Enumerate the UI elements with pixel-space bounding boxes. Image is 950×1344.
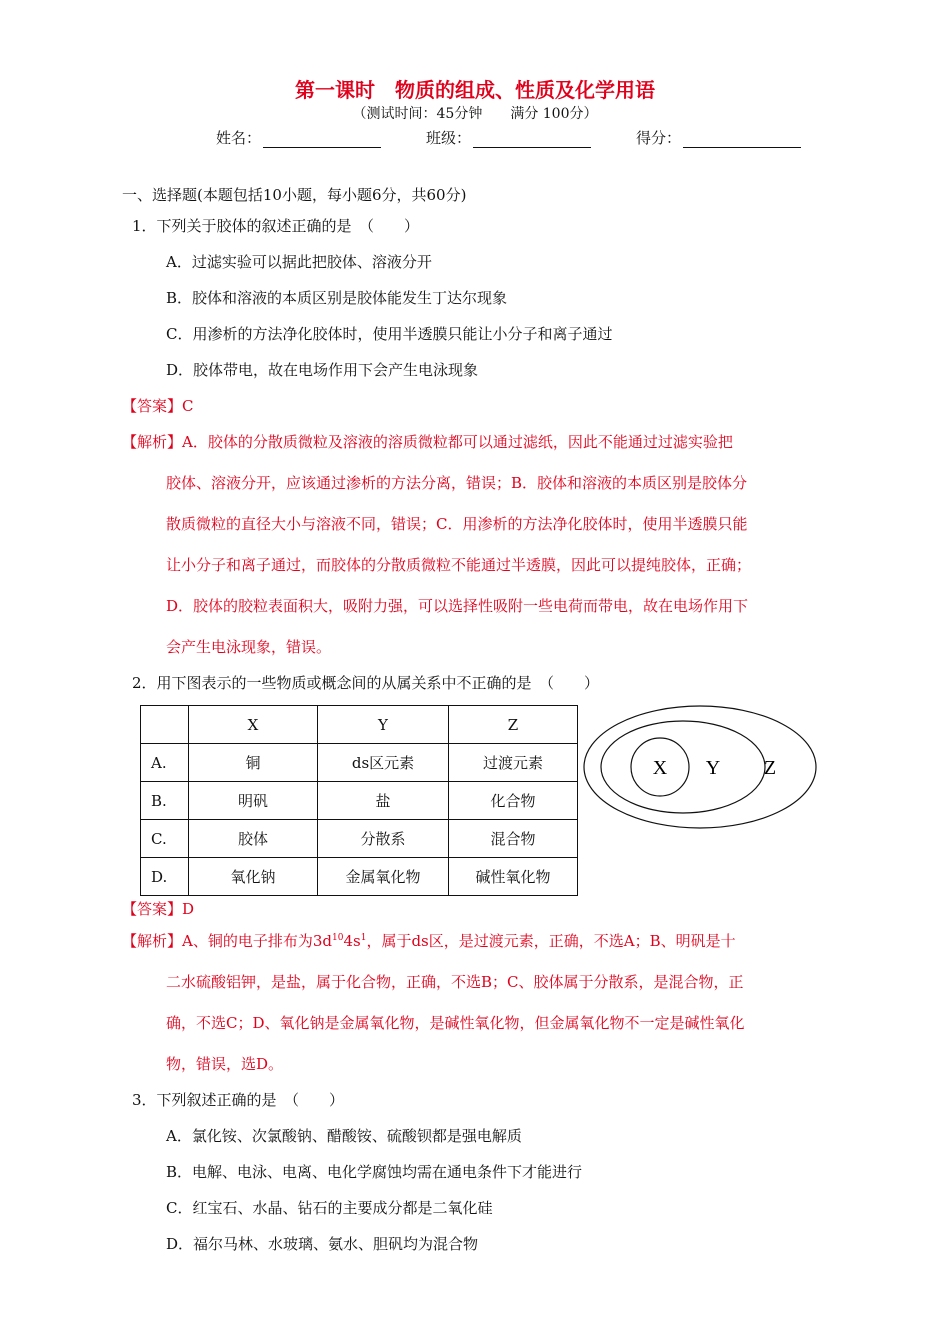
q1-analysis-line: 散质微粒的直径大小与溶液不同，错误；C．用渗析的方法净化胶体时，使用半透膜只能 [166, 515, 748, 533]
venn-outer-ellipse [584, 706, 816, 828]
table-header-y: Y [318, 706, 449, 744]
q2-answer-value: D [182, 900, 195, 918]
q3-option-d: D．福尔马林、水玻璃、氨水、胆矾均为混合物 [166, 1235, 479, 1253]
test-duration-subtitle: （测试时间：45分钟 满分 100分） [352, 106, 598, 122]
table-row [141, 820, 578, 858]
q2-analysis-line: 【解析】A、铜的电子排布为$3d^{10}4s^1$，属于ds区，是过渡元素，正确，不选A；B、明矾是十 [122, 932, 736, 950]
q1-analysis-line: D．胶体的胶粒表面积大，吸附力强，可以选择性吸附一些电荷而带电，故在电场作用下 [166, 597, 749, 615]
page-title: 第一课时 物质的组成、性质及化学用语 [295, 78, 655, 102]
class-blank[interactable] [473, 131, 591, 148]
table-row [141, 858, 578, 896]
table-cell: 过渡元素 [449, 744, 578, 782]
q2-analysis-tag: 【解析】 [122, 932, 183, 950]
q1-analysis-line: 会产生电泳现象，错误。 [166, 638, 332, 656]
table-cell: 碱性氧化物 [449, 858, 578, 896]
venn-diagram [582, 703, 818, 831]
table-cell: 氧化钠 [189, 858, 318, 896]
q1-answer-value: C [182, 397, 194, 415]
q2-stem: 2．用下图表示的一些物质或概念间的从属关系中不正确的是 （ ） [132, 674, 600, 692]
table-row [141, 782, 578, 820]
table-cell: 盐 [318, 782, 449, 820]
table-cell: B. [141, 782, 189, 820]
table-header-row [141, 706, 578, 744]
q3-option-c: C．红宝石、水晶、钻石的主要成分都是二氧化硅 [166, 1199, 493, 1217]
table-cell: D. [141, 858, 189, 896]
table-cell: C. [141, 820, 189, 858]
q1-answer [122, 395, 194, 417]
q2-analysis-line: 物，错误，选D。 [166, 1055, 284, 1073]
table-cell: 胶体 [189, 820, 318, 858]
venn-label-y: Y [705, 757, 721, 779]
class-field[interactable] [426, 127, 591, 148]
table-cell [141, 706, 189, 744]
name-blank[interactable] [263, 131, 381, 148]
q2-table [140, 705, 578, 896]
venn-label-z: Z [763, 757, 777, 779]
table-cell: 明矾 [189, 782, 318, 820]
q1-analysis-line: 【解析】A．胶体的分散质微粒及溶液的溶质微粒都可以通过滤纸，因此不能通过过滤实验把 [122, 433, 733, 451]
score-label: 得分： [636, 129, 682, 147]
score-field[interactable] [636, 127, 801, 148]
venn-middle-ellipse [601, 721, 765, 813]
class-label: 班级： [426, 129, 472, 147]
q2-analysis-line: 二水硫酸铝钾，是盐，属于化合物，正确，不选B；C、胶体属于分散系，是混合物，正 [166, 973, 744, 991]
q1-analysis-line: 让小分子和离子通过，而胶体的分散质微粒不能通过半透膜，因此可以提纯胶体，正确； [166, 556, 752, 574]
section-heading: 一、选择题(本题包括10小题，每小题6分，共60分) [122, 186, 467, 204]
table-cell: 化合物 [449, 782, 578, 820]
table-cell: 分散系 [318, 820, 449, 858]
q2-answer [122, 898, 194, 920]
table-cell: 金属氧化物 [318, 858, 449, 896]
q1-stem: 1．下列关于胶体的叙述正确的是 （ ） [132, 217, 420, 235]
venn-label-x: X [652, 757, 668, 779]
q1-analysis-line: 胶体、溶液分开，应该通过渗析的方法分离，错误；B．胶体和溶液的本质区别是胶体分 [166, 474, 748, 492]
q1-analysis-tag: 【解析】 [122, 433, 183, 451]
q3-option-a: A．氯化铵、次氯酸钠、醋酸铵、硫酸钡都是强电解质 [166, 1127, 522, 1145]
name-field[interactable] [216, 127, 381, 148]
name-label: 姓名： [216, 129, 262, 147]
q1-option-b: B．胶体和溶液的本质区别是胶体能发生丁达尔现象 [166, 289, 508, 307]
table-cell: A. [141, 744, 189, 782]
score-blank[interactable] [683, 131, 801, 148]
table-header-z: Z [449, 706, 578, 744]
table-cell: 混合物 [449, 820, 578, 858]
table-cell: ds区元素 [318, 744, 449, 782]
q1-answer-tag: 【答案】 [122, 397, 183, 415]
table-header-x: X [189, 706, 318, 744]
q2-answer-tag: 【答案】 [122, 900, 183, 918]
q1-option-a: A．过滤实验可以据此把胶体、溶液分开 [166, 253, 432, 271]
table-row [141, 744, 578, 782]
table-cell: 铜 [189, 744, 318, 782]
q1-option-d: D．胶体带电，故在电场作用下会产生电泳现象 [166, 361, 479, 379]
q3-stem: 3．下列叙述正确的是 （ ） [132, 1091, 345, 1109]
q1-option-c: C．用渗析的方法净化胶体时，使用半透膜只能让小分子和离子通过 [166, 325, 613, 343]
q2-analysis-line: 确，不选C；D、氧化钠是金属氧化物，是碱性氧化物，但金属氧化物不一定是碱性氧化 [166, 1014, 745, 1032]
q3-option-b: B．电解、电泳、电离、电化学腐蚀均需在通电条件下才能进行 [166, 1163, 583, 1181]
